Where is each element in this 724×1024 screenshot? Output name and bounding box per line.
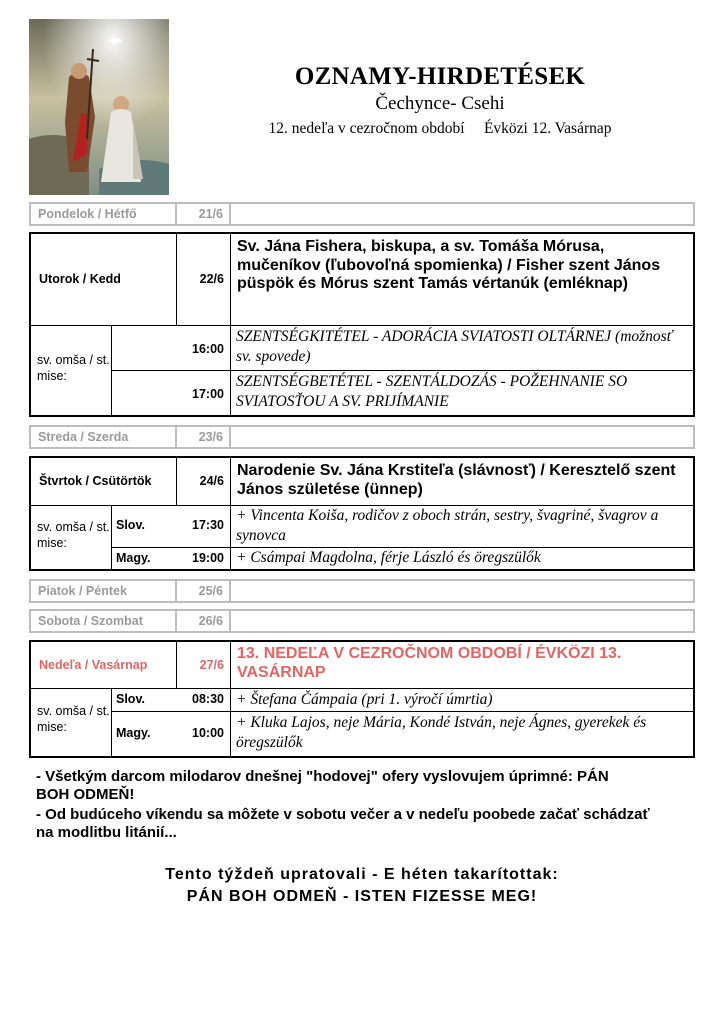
- event-text: + Štefana Čámpaia (pri 1. výročí úmrtia): [231, 688, 693, 711]
- event-time: 17:30: [174, 505, 231, 547]
- feast-title: Narodenie Sv. Jána Krstiteľa (slávnosť) / Keresztelő szent János születése (ünnep): [237, 462, 676, 498]
- day-date: 21/6: [177, 204, 231, 224]
- day-date: 22/6: [177, 234, 231, 325]
- day-row-monday: [29, 202, 695, 226]
- event-time: 16:00: [112, 325, 231, 370]
- mass-label: sv. omša / st. mise:: [31, 688, 112, 756]
- mass-label: sv. omša / st. mise:: [31, 325, 112, 415]
- baptism-of-jesus-image: [29, 19, 169, 195]
- cleaning-thanks-line: Tento týždeň upratovali - E héten takarítottak:: [165, 866, 559, 883]
- day-name: Sobota / Szombat: [31, 611, 177, 631]
- day-date: 23/6: [177, 427, 231, 447]
- day-name: Štvrtok / Csütörtök: [31, 458, 177, 505]
- announcement-note: - Všetkým darcom milodarov dnešnej "hodovej" ofery vyslovujem úprimné: PÁN BOH ODMEŇ!: [36, 768, 609, 803]
- event-time: 17:00: [112, 370, 231, 415]
- event-text: SZENTSÉGBETÉTEL - SZENTÁLDOZÁS - POŽEHNANIE SO SVIATOSŤOU A SV. PRIJÍMANIE: [231, 370, 693, 415]
- event-text: + Vincenta Koiša, rodičov z oboch strán, sestry, švagriné, švagrov a synovca: [231, 505, 693, 547]
- day-block-thursday: [29, 456, 695, 571]
- feast-title: 13. NEDEĽA V CEZROČNOM OBDOBÍ / ÉVKÖZI 13. VASÁRNAP: [237, 645, 622, 681]
- announcement-note: - Od budúceho víkendu sa môžete v sobotu večer a v nedeľu poobede začať schádzať na modlitbu litánií...: [36, 806, 650, 841]
- event-time: 08:30: [174, 688, 231, 711]
- day-date: 24/6: [177, 458, 231, 505]
- day-name: Streda / Szerda: [31, 427, 177, 447]
- day-date: 25/6: [177, 581, 231, 601]
- event-language: Magy.: [112, 547, 174, 569]
- day-block-tuesday: [29, 232, 695, 417]
- day-name: Piatok / Péntek: [31, 581, 177, 601]
- page-title: OZNAMY-HIRDETÉSEK: [294, 63, 586, 90]
- event-time: 19:00: [174, 547, 231, 569]
- event-text: SZENTSÉGKITÉTEL - ADORÁCIA SVIATOSTI OLTÁRNEJ (možnosť sv. spovede): [231, 325, 693, 370]
- feast-title: Sv. Jána Fishera, biskupa, a sv. Tomáša Mórusa, mučeníkov (ľubovoľná spomienka) / Fisher szent János püspök és Mórus szent Tamás vértanúk (emléknap): [237, 238, 661, 292]
- mass-label: sv. omša / st. mise:: [31, 505, 112, 569]
- day-row-friday: [29, 579, 695, 603]
- day-name: Pondelok / Hétfő: [31, 204, 177, 224]
- event-language: Slov.: [112, 688, 174, 711]
- day-block-sunday: [29, 640, 695, 758]
- event-language: Magy.: [112, 711, 174, 756]
- event-language: Slov.: [112, 505, 174, 547]
- day-name: Nedeľa / Vasárnap: [31, 642, 177, 688]
- day-row-wednesday: [29, 425, 695, 449]
- day-row-saturday: [29, 609, 695, 633]
- event-text: + Kluka Lajos, neje Mária, Kondé István, neje Ágnes, gyerekek és öregszülők: [231, 711, 693, 756]
- blessing-line: PÁN BOH ODMEŇ - ISTEN FIZESSE MEG!: [186, 888, 538, 905]
- day-name: Utorok / Kedd: [31, 234, 177, 325]
- parish-name: Čechynce- Csehi: [375, 93, 505, 114]
- day-date: 27/6: [177, 642, 231, 688]
- event-text: + Csámpai Magdolna, férje László és öregszülők: [231, 547, 693, 569]
- event-time: 10:00: [174, 711, 231, 756]
- liturgical-week: 12. nedeľa v cezročnom období Évközi 12. Vasárnap: [268, 120, 612, 137]
- day-date: 26/6: [177, 611, 231, 631]
